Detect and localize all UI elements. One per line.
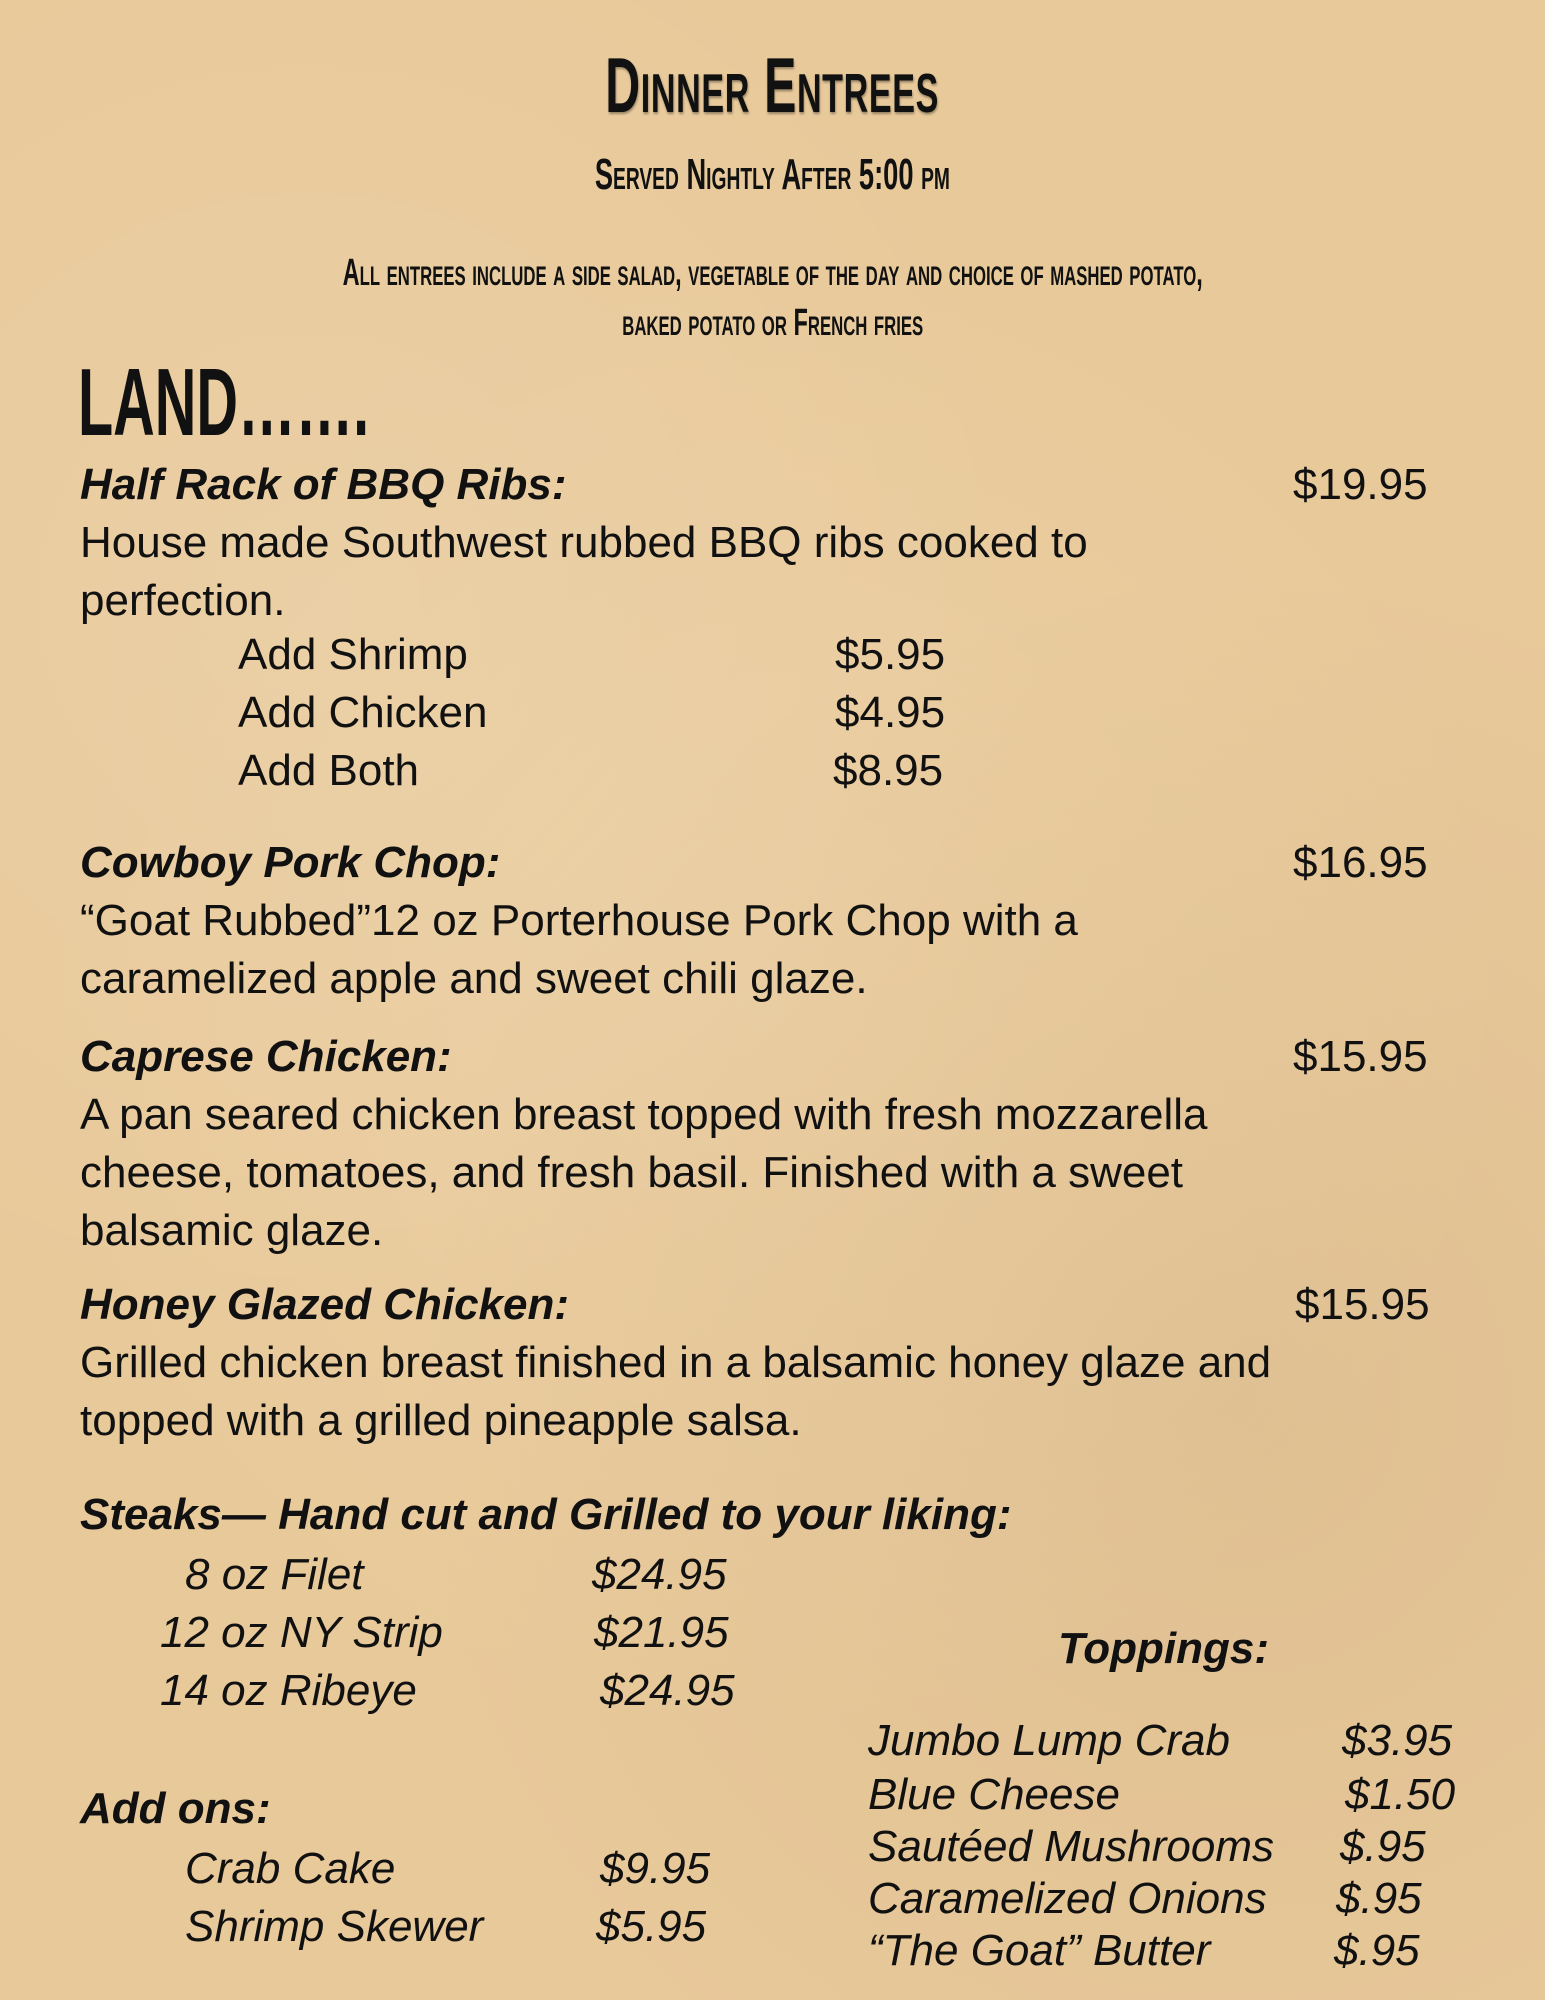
addons-heading: Add ons: <box>80 1784 271 1833</box>
item-desc-pork-chop-line2: caramelized apple and sweet chili glaze. <box>80 954 868 1003</box>
steak-price: $24.95 <box>600 1666 735 1715</box>
item-price-caprese-chicken: $15.95 <box>1293 1032 1428 1081</box>
item-desc-caprese-line1: A pan seared chicken breast topped with fresh mozzarella <box>80 1090 1208 1139</box>
steak-price: $24.95 <box>592 1550 727 1599</box>
steak-label: 8 oz Filet <box>185 1550 364 1599</box>
topping-label: Caramelized Onions <box>868 1874 1267 1923</box>
entree-note-line1: All entrees include a side salad, vegetable of the day and choice of mashed potato, <box>342 252 1203 294</box>
item-desc-caprese-line2: cheese, tomatoes, and fresh basil. Finished with a sweet <box>80 1148 1184 1197</box>
page-subtitle: Served Nightly After 5:00 pm <box>594 150 951 199</box>
ribs-addon-label: Add Both <box>238 746 420 795</box>
topping-label: Sautéed Mushrooms <box>868 1822 1274 1871</box>
item-price-honey-chicken: $15.95 <box>1295 1280 1430 1329</box>
topping-price: $.95 <box>1336 1874 1422 1923</box>
item-desc-honey-line2: topped with a grilled pineapple salsa. <box>80 1396 802 1445</box>
topping-price: $.95 <box>1340 1822 1426 1871</box>
ribs-addon-price: $5.95 <box>835 630 946 679</box>
item-name-caprese-chicken: Caprese Chicken: <box>80 1032 452 1081</box>
item-desc-caprese-line3: balsamic glaze. <box>80 1206 384 1255</box>
item-price-ribs: $19.95 <box>1293 460 1428 509</box>
topping-label: Jumbo Lump Crab <box>868 1716 1230 1765</box>
topping-price: $3.95 <box>1342 1716 1453 1765</box>
topping-label: “The Goat” Butter <box>868 1926 1211 1975</box>
addon-label: Shrimp Skewer <box>185 1902 484 1951</box>
ribs-addon-price: $4.95 <box>835 688 946 737</box>
toppings-heading: Toppings: <box>1058 1624 1269 1673</box>
page-title: Dinner Entrees <box>605 41 940 129</box>
ribs-addon-label: Add Shrimp <box>238 630 468 679</box>
section-heading-land: LAND……. <box>78 349 370 456</box>
topping-label: Blue Cheese <box>868 1770 1120 1819</box>
item-desc-pork-chop-line1: “Goat Rubbed”12 oz Porterhouse Pork Chop with a <box>80 896 1078 945</box>
item-name-pork-chop: Cowboy Pork Chop: <box>80 838 501 887</box>
steak-price: $21.95 <box>594 1608 729 1657</box>
item-desc-ribs-line1: House made Southwest rubbed BBQ ribs cooked to <box>80 518 1088 567</box>
item-name-ribs: Half Rack of BBQ Ribs: <box>80 460 567 509</box>
entree-note-line2: baked potato or French fries <box>622 302 923 344</box>
item-desc-honey-line1: Grilled chicken breast finished in a balsamic honey glaze and <box>80 1338 1272 1387</box>
steak-label: 14 oz Ribeye <box>160 1666 417 1715</box>
addon-price: $5.95 <box>596 1902 707 1951</box>
item-name-honey-chicken: Honey Glazed Chicken: <box>80 1280 570 1329</box>
addon-price: $9.95 <box>600 1844 711 1893</box>
item-price-pork-chop: $16.95 <box>1293 838 1428 887</box>
topping-price: $1.50 <box>1345 1770 1456 1819</box>
steak-label: 12 oz NY Strip <box>160 1608 443 1657</box>
steaks-heading: Steaks— Hand cut and Grilled to your liking: <box>80 1490 1012 1539</box>
topping-price: $.95 <box>1334 1926 1420 1975</box>
addon-label: Crab Cake <box>185 1844 396 1893</box>
ribs-addon-price: $8.95 <box>833 746 944 795</box>
ribs-addon-label: Add Chicken <box>238 688 488 737</box>
item-desc-ribs-line2: perfection. <box>80 576 286 625</box>
